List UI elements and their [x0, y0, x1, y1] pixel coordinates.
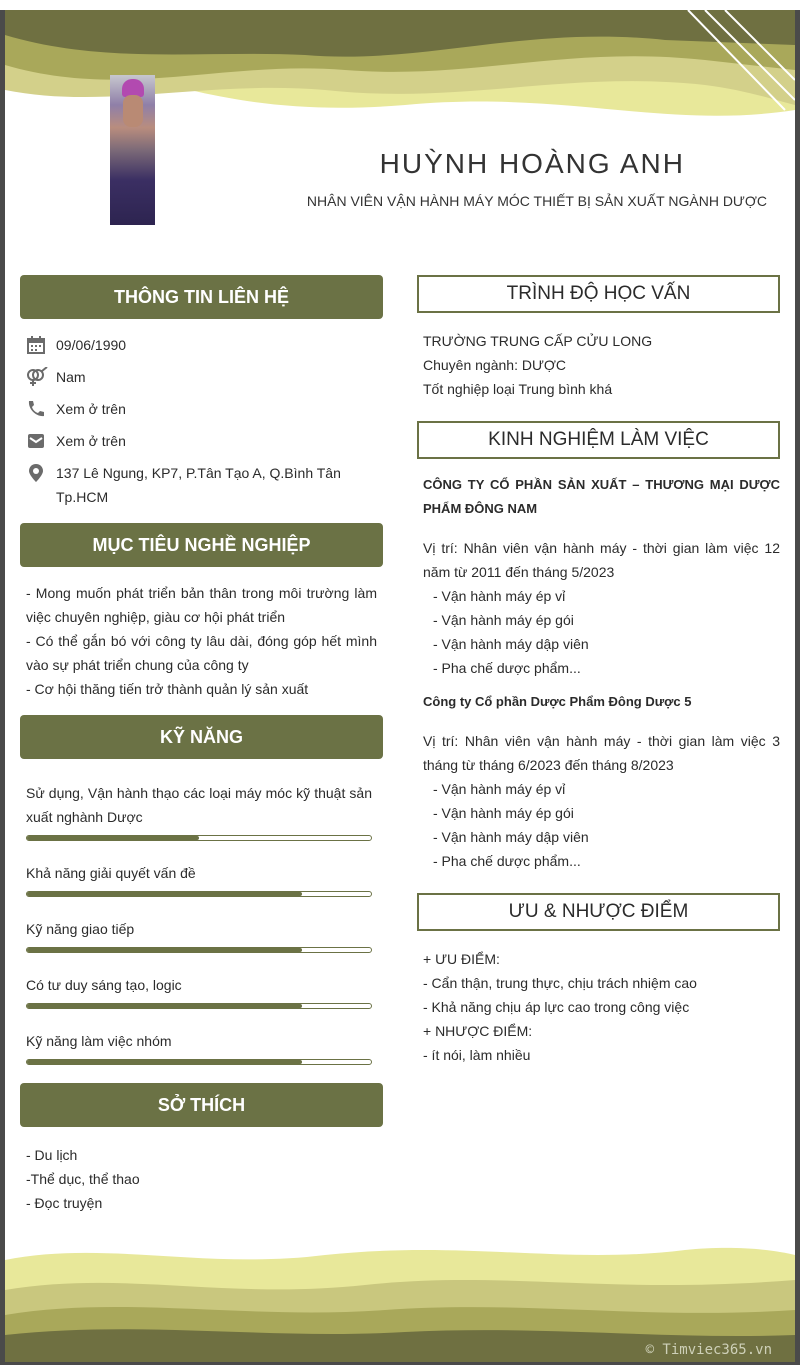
job-task: - Pha chế dược phẩm... [433, 660, 581, 676]
gender-text: Nam [56, 369, 86, 385]
contact-list [20, 333, 383, 509]
objective-heading: MỤC TIÊU NGHỀ NGHIỆP [20, 523, 383, 567]
contact-birthday [20, 333, 383, 357]
skills-list [20, 781, 383, 1065]
job-position: Vị trí: Nhân viên vận hành máy - thời gian làm việc 12 năm từ 2011 đến tháng 5/2023 [423, 540, 780, 580]
skill-bar-fill [27, 1004, 302, 1008]
email-text: Xem ở trên [56, 433, 126, 449]
contact-heading: THÔNG TIN LIÊN HỆ [20, 275, 383, 319]
job-position: Vị trí: Nhân viên vận hành máy - thời gian làm việc 3 tháng từ tháng 6/2023 đến tháng 8/2023 [423, 733, 780, 773]
skill-item [20, 861, 383, 897]
education-body [417, 329, 780, 401]
skills-heading: KỸ NĂNG [20, 715, 383, 759]
job-task: - Pha chế dược phẩm... [433, 853, 581, 869]
job-task: - Vận hành máy ép vỉ [433, 588, 566, 604]
experience-body [417, 473, 780, 873]
skill-bar [26, 1059, 372, 1065]
skill-bar [26, 947, 372, 953]
gender-icon [26, 367, 46, 387]
skill-label: Kỹ năng làm việc nhóm [26, 1033, 172, 1049]
footer-credit: © Timviec365.vn [645, 1342, 772, 1358]
skill-item [20, 781, 383, 841]
job-task: - Vận hành máy dập viên [433, 636, 589, 652]
contact-phone [20, 397, 383, 421]
strength-line: - Khả năng chịu áp lực cao trong công việc [423, 999, 690, 1015]
strength-line: - Cẩn thận, trung thực, chịu trách nhiệm cao [423, 975, 697, 991]
address-text: 137 Lê Ngung, KP7, P.Tân Tạo A, Q.Bình Tân Tp.HCM [56, 465, 341, 505]
job-task: - Vận hành máy ép gói [433, 805, 574, 821]
education-major: Chuyên ngành: DƯỢC [423, 357, 567, 373]
job-task: - Vận hành máy ép vỉ [433, 781, 566, 797]
job-title: NHÂN VIÊN VẬN HÀNH MÁY MÓC THIẾT BỊ SẢN XUẤT NGÀNH DƯỢC [306, 193, 767, 209]
contact-email [20, 429, 383, 453]
strength-line: + NHƯỢC ĐIỂM: [423, 1023, 533, 1039]
job-task: - Vận hành máy dập viên [433, 829, 589, 845]
calendar-icon [26, 335, 46, 355]
skill-bar-fill [27, 892, 302, 896]
company-name: Công ty Cổ phần Dược Phẩm Đông Dược 5 [423, 694, 692, 709]
right-column [417, 275, 780, 1067]
location-pin-icon [26, 463, 46, 483]
experience-heading: KINH NGHIỆM LÀM VIỆC [417, 421, 780, 459]
cv-page [5, 10, 795, 1362]
skill-bar-fill [27, 1060, 302, 1064]
objective-line: - Có thể gắn bó với công ty lâu dài, đóng góp hết mình vào sự phát triển chung của công ty [26, 633, 377, 673]
objective-body [20, 581, 383, 701]
phone-text: Xem ở trên [56, 401, 126, 417]
skill-bar [26, 891, 372, 897]
skill-bar-fill [27, 836, 199, 840]
hobby-line: - Du lịch [26, 1147, 78, 1163]
strengths-body [417, 947, 780, 1067]
skill-item [20, 973, 383, 1009]
strength-line: - ít nói, làm nhiều [423, 1047, 531, 1063]
skill-label: Có tư duy sáng tạo, logic [26, 977, 182, 993]
photo-face [123, 95, 143, 127]
contact-gender [20, 365, 383, 389]
skill-item [20, 1029, 383, 1065]
job-task: - Vận hành máy ép gói [433, 612, 574, 628]
hobby-line: -Thể dục, thể thao [26, 1171, 140, 1187]
profile-photo [110, 75, 155, 225]
skill-label: Khả năng giải quyết vấn đề [26, 865, 196, 881]
strengths-heading: ƯU & NHƯỢC ĐIỂM [417, 893, 780, 931]
page-top-border [0, 0, 800, 10]
contact-address [20, 461, 383, 509]
skill-bar [26, 1003, 372, 1009]
objective-line: - Mong muốn phát triển bản thân trong môi trường làm việc chuyên nghiệp, giàu cơ hội phát triển [26, 585, 377, 625]
objective-line: - Cơ hội thăng tiến trở thành quản lý sản xuất [26, 681, 309, 697]
hobbies-body [20, 1143, 383, 1215]
education-grade: Tốt nghiệp loại Trung bình khá [423, 381, 613, 397]
left-column [20, 275, 383, 1215]
skill-label: Sử dụng, Vận hành thạo các loại máy móc kỹ thuật sản xuất nghành Dược [26, 785, 372, 825]
strength-line: + ƯU ĐIỂM: [423, 951, 500, 967]
hobbies-heading: SỞ THÍCH [20, 1083, 383, 1127]
education-school: TRƯỜNG TRUNG CẤP CỬU LONG [423, 333, 653, 349]
envelope-icon [26, 431, 46, 451]
skill-bar [26, 835, 372, 841]
skill-item [20, 917, 383, 953]
birthday-text: 09/06/1990 [56, 337, 127, 353]
company-name: CÔNG TY CỔ PHẦN SẢN XUẤT – THƯƠNG MẠI DƯỢC PHẨM ĐÔNG NAM [423, 477, 780, 516]
candidate-name: HUỲNH HOÀNG ANH [379, 148, 685, 179]
hobby-line: - Đọc truyện [26, 1195, 103, 1211]
skill-label: Kỹ năng giao tiếp [26, 921, 135, 937]
phone-icon [26, 399, 46, 419]
skill-bar-fill [27, 948, 302, 952]
education-heading: TRÌNH ĐỘ HỌC VẤN [417, 275, 780, 313]
